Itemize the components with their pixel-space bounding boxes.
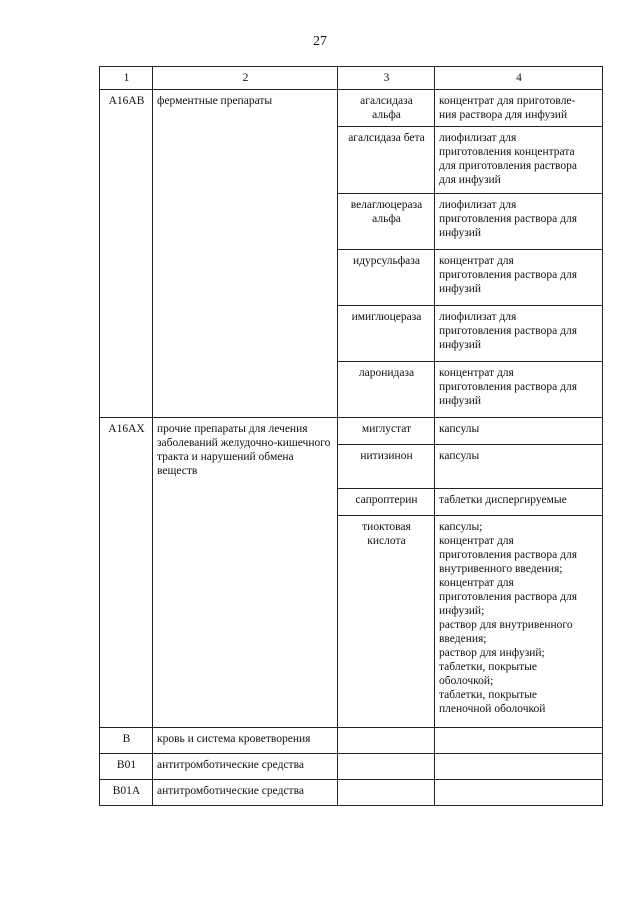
form-line: лиофилизат для (439, 132, 517, 144)
inn-line: ларонидаза (358, 367, 415, 379)
form-line: концентрат для приготовле- (439, 95, 576, 107)
inn-line: агалсидаза бета (348, 132, 425, 144)
group-name-cell: кровь и система кроветворения (153, 728, 338, 754)
header-cell-1: 1 (100, 67, 153, 90)
form-line: раствор для внутривенного (439, 619, 573, 631)
form-line: для приготовления раствора (439, 160, 577, 172)
form-line: капсулы; (439, 521, 483, 533)
header-cell-2: 2 (153, 67, 338, 90)
inn-cell (338, 90, 435, 127)
header-cell-4: 4 (435, 67, 603, 90)
form-line: концентрат для (439, 367, 514, 379)
table-row (100, 728, 603, 754)
dosage-form-cell (435, 418, 603, 445)
form-line: инфузий (439, 283, 482, 295)
inn-cell (338, 194, 435, 250)
inn-cell (338, 127, 435, 194)
form-line: приготовления концентрата (439, 146, 575, 158)
page-number: 27 (313, 34, 327, 49)
inn-cell (338, 754, 435, 780)
table-header-row (100, 67, 603, 90)
inn-line: агалсидаза (360, 95, 413, 107)
dosage-form-cell (435, 754, 603, 780)
dosage-form-cell (435, 194, 603, 250)
form-line: капсулы (439, 450, 480, 462)
inn-line: альфа (372, 109, 401, 121)
atc-code-cell: A16AX (100, 418, 153, 728)
form-line: оболочкой; (439, 675, 494, 687)
inn-cell (338, 250, 435, 306)
inn-line: сапроптерин (355, 494, 418, 506)
dosage-form-cell (435, 90, 603, 127)
form-line: ния раствора для инфузий (439, 109, 568, 121)
form-line: концентрат для (439, 535, 514, 547)
form-line: приготовления раствора для (439, 325, 577, 337)
inn-line: тиоктовая (362, 521, 411, 533)
group-name-cell: антитромботические средства (153, 780, 338, 806)
form-line: лиофилизат для (439, 311, 517, 323)
form-line: приготовления раствора для (439, 381, 577, 393)
table-row (100, 754, 603, 780)
form-line: приготовления раствора для (439, 213, 577, 225)
inn-line: миглустат (361, 423, 412, 435)
group-name-cell: прочие препараты для лечения заболеваний желудочно-кишечного тракта и нарушений обмена веществ (153, 418, 338, 728)
form-line: лиофилизат для (439, 199, 517, 211)
table-row (100, 418, 603, 445)
dosage-form-cell (435, 362, 603, 418)
inn-line: имиглюцераза (351, 311, 422, 323)
form-line: раствор для инфузий; (439, 647, 545, 659)
table-row (100, 780, 603, 806)
form-line: пленочной оболочкой (439, 703, 546, 715)
dosage-form-cell (435, 516, 603, 728)
inn-line: кислота (367, 535, 406, 547)
dosage-form-cell (435, 780, 603, 806)
atc-code-cell: B (100, 728, 153, 754)
inn-cell (338, 362, 435, 418)
form-line: концентрат для (439, 255, 514, 267)
dosage-form-cell (435, 445, 603, 489)
inn-cell (338, 306, 435, 362)
form-line: инфузий (439, 227, 482, 239)
table-row (100, 90, 603, 127)
form-line: таблетки, покрытые (439, 661, 538, 673)
form-line: капсулы (439, 423, 480, 435)
form-line: инфузий; (439, 605, 485, 617)
inn-cell (338, 516, 435, 728)
atc-code-cell: A16AB (100, 90, 153, 418)
inn-line: альфа (372, 213, 401, 225)
inn-line: идурсульфаза (353, 255, 420, 267)
inn-cell (338, 489, 435, 516)
form-line: концентрат для (439, 577, 514, 589)
atc-code-cell: B01A (100, 780, 153, 806)
form-line: таблетки диспергируемые (439, 494, 567, 506)
dosage-form-cell (435, 306, 603, 362)
form-line: приготовления раствора для (439, 549, 577, 561)
header-cell-3: 3 (338, 67, 435, 90)
inn-cell (338, 780, 435, 806)
dosage-form-cell (435, 489, 603, 516)
dosage-form-cell (435, 250, 603, 306)
inn-cell (338, 728, 435, 754)
group-name-cell: ферментные препараты (153, 90, 338, 418)
drug-table (99, 66, 603, 806)
form-line: инфузий (439, 339, 482, 351)
form-line: для инфузий (439, 174, 501, 186)
form-line: таблетки, покрытые (439, 689, 538, 701)
form-line: инфузий (439, 395, 482, 407)
inn-line: велаглюцераза (350, 199, 423, 211)
dosage-form-cell (435, 127, 603, 194)
form-line: введения; (439, 633, 487, 645)
group-name-cell: антитромботические средства (153, 754, 338, 780)
atc-code-cell: B01 (100, 754, 153, 780)
inn-line: нитизинон (360, 450, 413, 462)
form-line: приготовления раствора для (439, 591, 577, 603)
form-line: приготовления раствора для (439, 269, 577, 281)
inn-cell (338, 445, 435, 489)
dosage-form-cell (435, 728, 603, 754)
form-line: внутривенного введения; (439, 563, 563, 575)
inn-cell (338, 418, 435, 445)
